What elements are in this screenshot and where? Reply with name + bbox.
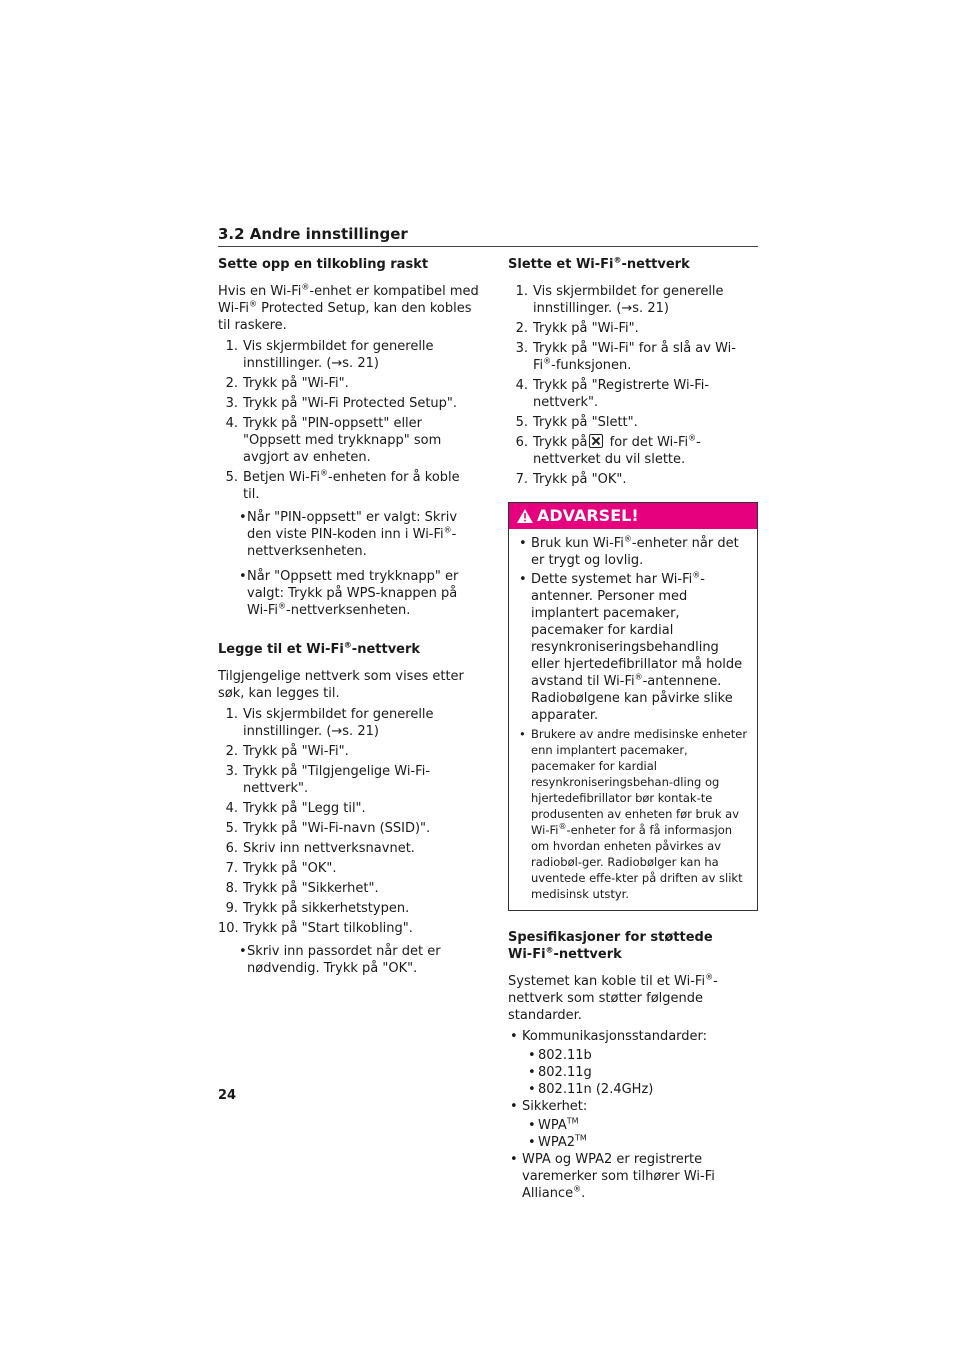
step-item: 1. Vis skjermbildet for generelle innstillinger. (→s. 21) bbox=[225, 339, 434, 371]
step-item: 5. Betjen Wi-Fi®-enheten for å koble til. bbox=[225, 468, 460, 502]
heading-specifications: Spesifikasjoner for støttede Wi-Fi®-nettverk bbox=[508, 930, 713, 962]
spec-item: • Sikkerhet: bbox=[510, 1099, 588, 1114]
step-item: 6. Skriv inn nettverksnavnet. bbox=[225, 841, 415, 856]
specifications-intro: Systemet kan koble til et Wi-Fi®-nettverk som støtter følgende standarder. bbox=[508, 972, 718, 1023]
section-header bbox=[218, 224, 758, 247]
step-item: 3. Trykk på "Wi-Fi" for å slå av Wi-Fi®-funksjonen. bbox=[515, 341, 736, 373]
step-item: 4. Trykk på "Registrerte Wi-Fi-nettverk". bbox=[515, 378, 710, 410]
note-push-button: • Når "Oppsett med trykknapp" er valgt: Trykk på WPS-knappen på Wi-Fi®-nettverksenheten. bbox=[239, 569, 459, 618]
warning-header bbox=[509, 503, 757, 529]
heading-quick-connect: Sette opp en tilkobling raskt bbox=[218, 257, 429, 272]
step-item: 2. Trykk på "Wi-Fi". bbox=[225, 744, 349, 759]
step-item: 1. Vis skjermbildet for generelle innstillinger. (→s. 21) bbox=[515, 284, 724, 316]
header-rule bbox=[218, 246, 758, 247]
step-item: 7. Trykk på "OK". bbox=[225, 861, 337, 876]
step-item: 8. Trykk på "Sikkerhet". bbox=[225, 881, 379, 896]
step-item: 4. Trykk på "Legg til". bbox=[225, 801, 366, 816]
left-column bbox=[218, 256, 480, 985]
step-item: 7. Trykk på "OK". bbox=[515, 472, 627, 487]
step-item: 2. Trykk på "Wi-Fi". bbox=[225, 376, 349, 391]
spec-sub-item: • 802.11g bbox=[528, 1065, 592, 1080]
note-password: • Skriv inn passordet når det er nødvendig. Trykk på "OK". bbox=[239, 944, 441, 976]
step-item: 4. Trykk på "PIN-oppsett" eller "Oppsett med trykknapp" som avgjort av enheten. bbox=[225, 416, 442, 465]
warning-title: ADVARSEL! bbox=[537, 506, 639, 525]
quick-connect-intro: Hvis en Wi-Fi®-enhet er kompatibel med Wi-Fi® Protected Setup, kan den kobles til raskere. bbox=[218, 282, 479, 333]
right-column bbox=[508, 256, 758, 1204]
delete-x-icon bbox=[589, 434, 603, 448]
spec-sub-item: • 802.11n (2.4GHz) bbox=[528, 1082, 654, 1097]
note-pin-setup: • Når "PIN-oppsett" er valgt: Skriv den viste PIN-koden inn i Wi-Fi®-nettverksenheten. bbox=[239, 510, 458, 559]
quick-connect-steps bbox=[218, 338, 480, 503]
spec-item: • WPA og WPA2 er registrerte varemerker som tilhører Wi-Fi Alliance®. bbox=[510, 1152, 715, 1201]
warning-body bbox=[509, 529, 757, 910]
step-item: 5. Trykk på "Slett". bbox=[515, 415, 638, 430]
step-item: 3. Trykk på "Wi-Fi Protected Setup". bbox=[225, 396, 458, 411]
heading-add-network: Legge til et Wi-Fi®-nettverk bbox=[218, 640, 421, 657]
step-item: 2. Trykk på "Wi-Fi". bbox=[515, 321, 639, 336]
warning-item: • Brukere av andre medisinske enheter enn implantert pacemaker, pacemaker for kardial resynkroniseringsbehan-dling og hjertedefibrillator bør kontak-te produsenten av enheten før bruk av Wi-Fi®-enheter for å få informasjon om hvordan enheten påvirkes av radiobøl-ger. Radiobølger kan ha uventede effe-kter på driften av slikt medisinsk utstyr. bbox=[519, 727, 748, 901]
warning-triangle-icon bbox=[517, 509, 533, 523]
step-item: 5. Trykk på "Wi-Fi-navn (SSID)". bbox=[225, 821, 431, 836]
step-item: 6. Trykk på for det Wi-Fi®-nettverket du vil slette. bbox=[515, 433, 701, 467]
step-item: 1. Vis skjermbildet for generelle innstillinger. (→s. 21) bbox=[225, 707, 434, 739]
warning-box bbox=[508, 502, 758, 911]
spec-sub-item: • WPA™ bbox=[528, 1116, 579, 1133]
step-item: 3. Trykk på "Tilgjengelige Wi-Fi-nettverk". bbox=[225, 764, 431, 796]
step-item: 9. Trykk på sikkerhetstypen. bbox=[225, 901, 410, 916]
spec-sub-item: • 802.11b bbox=[528, 1048, 592, 1063]
spec-list bbox=[508, 1028, 758, 1202]
add-network-steps bbox=[218, 706, 480, 937]
warning-item: • Bruk kun Wi-Fi®-enheter når det er trygt og lovlig. bbox=[519, 534, 739, 568]
spec-item: • Kommunikasjonsstandarder: bbox=[510, 1029, 708, 1044]
warning-item: • Dette systemet har Wi-Fi®-antenner. Personer med implantert pacemaker, pacemaker for kardial resynkroniseringsbehandling eller hjertedefibrillator må holde avstand til Wi-Fi®-antennene. Radiobølgene kan påvirke slike apparater. bbox=[519, 570, 743, 723]
page-number: 24 bbox=[218, 1088, 237, 1103]
heading-delete-network: Slette et Wi-Fi®-nettverk bbox=[508, 255, 690, 272]
section-title: 3.2 Andre innstillinger bbox=[218, 225, 408, 243]
spec-sub-item: • WPA2™ bbox=[528, 1133, 587, 1150]
add-network-intro: Tilgjengelige nettverk som vises etter søk, kan legges til. bbox=[218, 669, 464, 701]
step-item: 10. Trykk på "Start tilkobling". bbox=[218, 921, 413, 936]
delete-network-steps bbox=[508, 283, 758, 488]
